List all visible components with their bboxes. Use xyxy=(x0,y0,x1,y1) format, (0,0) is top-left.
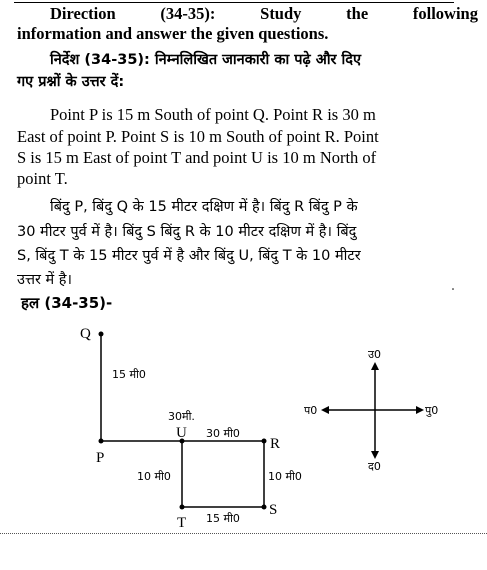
direction-word: Direction xyxy=(50,4,116,23)
compass-north-arrow xyxy=(371,362,379,370)
solution-heading: हल (34-35)- xyxy=(21,294,113,312)
direction-word: Study xyxy=(260,4,302,23)
point-s-dot xyxy=(262,505,267,510)
point-p-dot xyxy=(99,439,104,444)
label-r: R xyxy=(270,436,281,452)
bottom-dotted-rule xyxy=(0,533,487,534)
para-en-line2: East of point P. Point S is 10 m South of point R. Point xyxy=(17,127,379,146)
dist-rs: 10 मी0 xyxy=(268,470,302,483)
point-t-dot xyxy=(180,505,185,510)
compass-east-label: पु0 xyxy=(425,404,439,417)
direction-hi-line2: गए प्रश्नों के उत्तर दें: xyxy=(17,74,125,90)
compass-west-label: प0 xyxy=(304,404,318,417)
direction-word: the xyxy=(346,4,369,23)
direction-hi-line1: निर्देश (34-35): निम्नलिखित जानकारी का पढ़े और दिए xyxy=(50,52,361,68)
compass-south-label: द0 xyxy=(368,460,381,473)
para-en-line3: S is 15 m East of point T and point U is 10 m North of xyxy=(17,148,377,167)
para-hi-line3: S, बिंदु T के 15 मीटर पुर्व में है और बिंदु U, बिंदु T के 10 मीटर xyxy=(17,248,361,264)
para-en-line1: Point P is 15 m South of point Q. Point R is 30 m xyxy=(50,105,376,124)
compass-south-arrow xyxy=(371,451,379,459)
compass-west-arrow xyxy=(321,406,329,414)
label-s: S xyxy=(269,502,278,518)
compass-north-label: उ0 xyxy=(368,348,382,361)
stray-dot xyxy=(452,288,454,290)
label-q: Q xyxy=(80,326,91,342)
direction-word: following xyxy=(412,4,478,23)
dist-ur: 30 मी0 xyxy=(206,427,240,440)
para-hi-line2: 30 मीटर पुर्व में है। बिंदु S बिंदु R के 10 मीटर दक्षिण में है। बिंदु xyxy=(17,224,357,240)
label-p: P xyxy=(96,450,105,466)
dist-pr: 30मी. xyxy=(168,410,195,423)
dist-qp: 15 मी0 xyxy=(112,368,146,381)
point-r-dot xyxy=(262,439,267,444)
label-t: T xyxy=(177,515,187,531)
compass-east-arrow xyxy=(416,406,424,414)
para-hi-line4: उत्तर में है। xyxy=(17,272,72,288)
para-hi-line1: बिंदु P, बिंदु Q के 15 मीटर दक्षिण में है। बिंदु R बिंदु P के xyxy=(50,199,358,215)
label-u: U xyxy=(176,425,187,441)
direction-en-line2: information and answer the given questions. xyxy=(17,24,329,43)
dist-ts: 15 मी0 xyxy=(206,512,240,525)
point-q-dot xyxy=(99,332,104,337)
para-en-line4: point T. xyxy=(17,169,68,188)
direction-word: (34-35): xyxy=(160,4,216,23)
dist-tu: 10 मी0 xyxy=(137,470,171,483)
